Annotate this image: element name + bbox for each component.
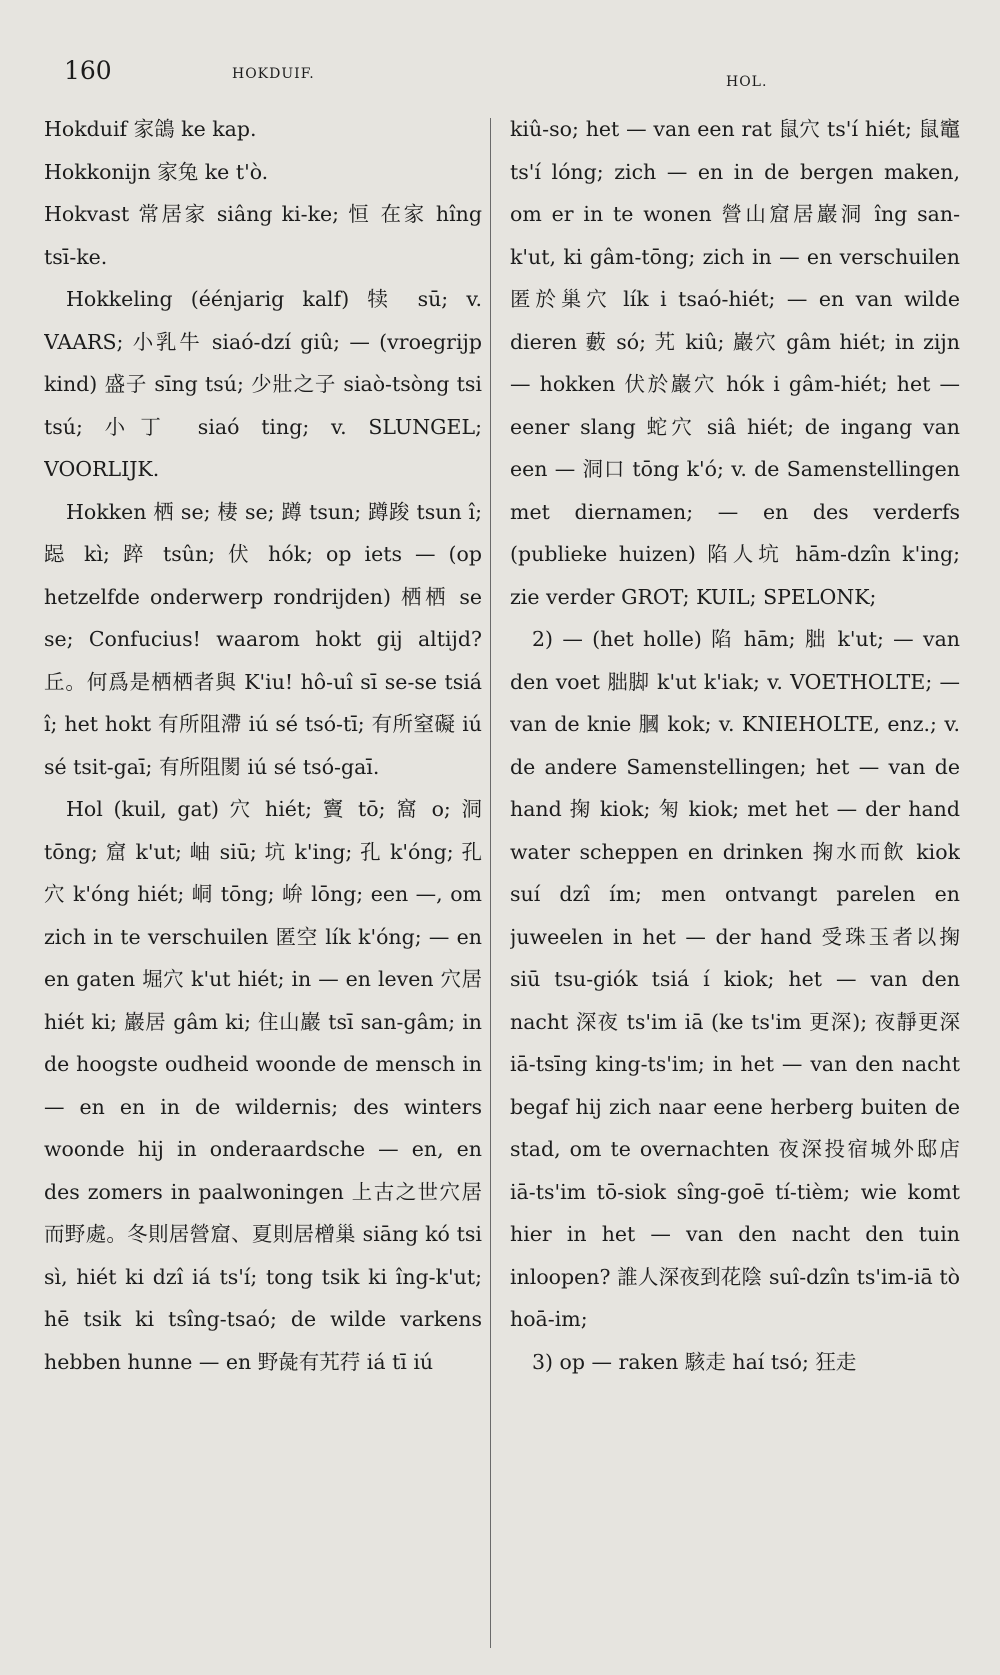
entry-hokvast: Hokvast 常居家 siâng ki-ke; 恒 在家 hîng tsī-ke. bbox=[44, 202, 482, 269]
running-head bbox=[0, 52, 1000, 92]
entry-hol-continued: kiû-so; het — van een rat 鼠穴 ts'í hiét; 鼠竈 ts'í lóng; zich — en in de bergen maken, om er in te wonen 營山窟居巖洞 îng san-k'ut, ki gâm-tōng; zich in — en verschuilen 匿於巢穴 lík i tsaó-hiét; — en van wilde dieren 藪 só; 艽 kiû; 巖穴 gâm hiét; in zijn — hokken 伏於巖穴 hók i gâm-hiét; het — eener slang 蛇穴 siâ hiét; de ingang van een — 洞口 tōng k'ó; v. de Samenstellingen met diernamen; — en des verderfs (publieke huizen) 陷人坑 hām-dzîn k'ing; zie verder GROT; KUIL; SPELONK; bbox=[510, 117, 960, 609]
entry-hol-sense-3: 3) op — raken 駭走 haí tsó; 狂走 bbox=[532, 1349, 857, 1374]
right-column bbox=[510, 108, 960, 1668]
running-title-right: HOL. bbox=[726, 74, 768, 90]
running-title-left: HOKDUIF. bbox=[232, 66, 315, 82]
entry-hol-sense-2: 2) — (het holle) 陷 hām; 胐 k'ut; — van den voet 胐脚 k'ut k'iak; v. VOETHOLTE; — van de knie 膕 kok; v. KNIEHOLTE, enz.; v. de andere Samenstellingen; het — van de hand 掬 kiok; 匊 kiok; met het — der hand water scheppen en drinken 掬水而飲 kiok suí dzî ím; men ontvangt parelen en juweelen in het — der hand 受珠玉者以掬 siū tsu-giók tsiá í kiok; het — van den nacht 深夜 ts'im iā (ke ts'im 更深); 夜靜更深 iā-tsīng king-ts'im; in het — van den nacht begaf hij zich naar eene herberg buiten de stad, om te overnachten 夜深投宿城外邸店 iā-ts'im tō-siok sîng-goē tí-tièm; wie komt hier in het — van den nacht den tuin inloopen? 誰人深夜到花陰 suî-dzîn ts'im-iā tò hoā-im; bbox=[510, 627, 960, 1331]
entry-hokkonijn: Hokkonijn 家兔 ke t'ò. bbox=[44, 159, 269, 184]
entry-hokkeling: Hokkeling (éénjarig kalf) 犊 sū; v. VAARS; 小乳牛 siaó-dzí giû; — (vroegrijp kind) 盛子 sīng tsú; 少壯之子 siaò-tsòng tsi tsú; 小丁 siaó ting; v. SLUNGEL; VOORLIJK. bbox=[44, 287, 482, 481]
page-number: 160 bbox=[64, 56, 112, 85]
left-column bbox=[44, 108, 482, 1668]
entry-hol: Hol (kuil, gat) 穴 hiét; 竇 tō; 窩 o; 洞 tōng; 窟 k'ut; 岫 siū; 坑 k'ing; 孔 k'óng; 孔穴 k'óng hiét; 峒 tōng; 峅 lōng; een —, om zich in te verschuilen 匿空 lík k'óng; — en en gaten 堀穴 k'ut hiét; in — en leven 穴居 hiét ki; 巖居 gâm ki; 住山巖 tsī san-gâm; in de hoogste oudheid woonde de mensch in — en en in de wildernis; des winters woonde hij in onderaardsche — en, en des zomers in paalwoningen 上古之世穴居而野處。冬則居營窟、夏則居橧巢 siāng kó tsi sì, hiét ki dzî iá ts'í; tong tsik ki îng-k'ut; hē tsik ki tsîng-tsaó; de wilde varkens hebben hunne — en 野彘有艽荇 iá tī iú bbox=[44, 797, 482, 1374]
entry-hokduif: Hokduif 家鴿 ke kap. bbox=[44, 117, 257, 141]
column-divider bbox=[490, 118, 491, 1648]
entry-hokken: Hokken 栖 se; 棲 se; 蹲 tsun; 蹲踆 tsun î; 跽 kì; 踤 tsûn; 伏 hók; op iets — (op hetzelfde onderwerp rondrijden) 栖栖 se se; Confucius! waarom hokt gij altijd? 丘。何爲是栖栖者與 K'iu! hô-uî sī se-se tsiá î; het hokt 有所阻滯 iú sé tsó-tī; 有所窒礙 iú sé tsit-gaī; 有所阻閡 iú sé tsó-gaī. bbox=[44, 499, 482, 779]
